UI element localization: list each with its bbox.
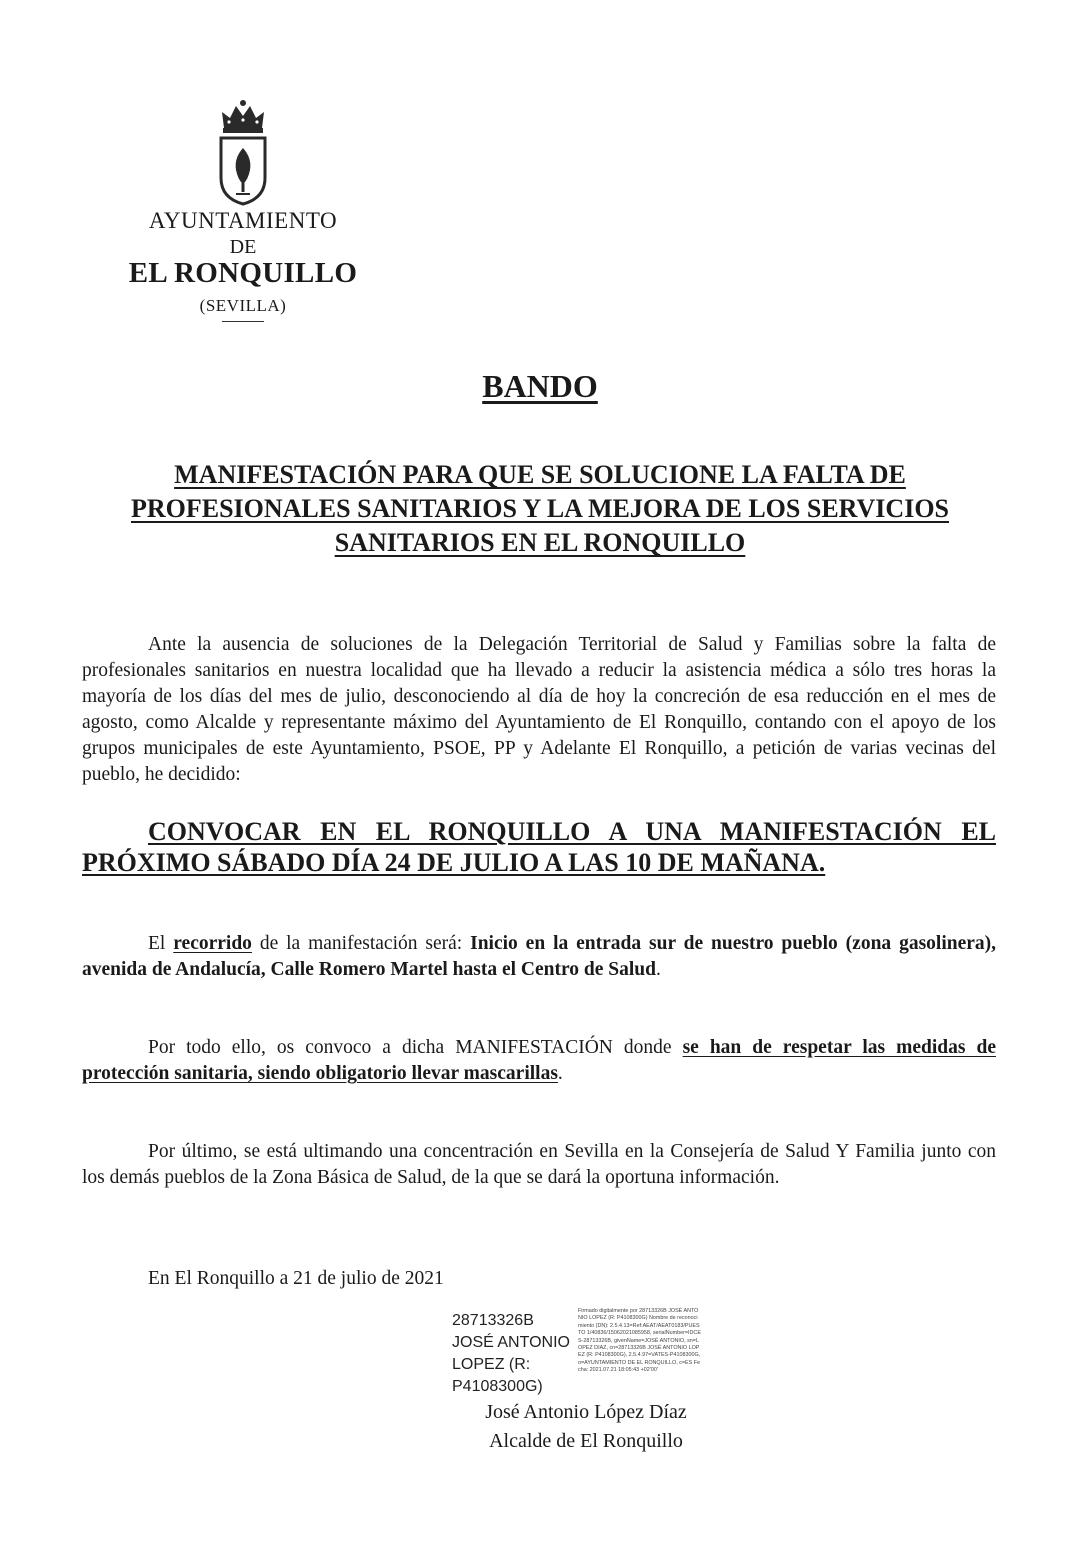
closing-paragraph-text: Por último, se está ultimando una concentración en Sevilla en la Consejería de Salud Y Familia junto con los demás pueblos de la Zona Básica de Salud, de la que se dará la oportuna información.	[82, 1141, 996, 1188]
subject-line-3: SANITARIOS EN EL RONQUILLO	[334, 528, 746, 557]
route-paragraph	[82, 931, 996, 983]
letterhead-divider	[222, 321, 264, 322]
subject-line-2: PROFESIONALES SANITARIOS Y LA MEJORA DE LOS SERVICIOS	[130, 494, 950, 523]
date-line: En El Ronquillo a 21 de julio de 2021	[148, 1268, 444, 1289]
route-end: .	[655, 959, 661, 980]
subject-line-1: MANIFESTACIÓN PARA QUE SE SOLUCIONE LA FALTA DE	[174, 460, 906, 489]
intro-paragraph-text: Ante la ausencia de soluciones de la Delegación Territorial de Salud y Familias sobre la falta de profesionales sanitarios en nuestra localidad que ha llevado a reducir la asistencia médica a sólo tres horas la mayoría de los días del mes de julio, desconociendo al día de hoy la concreción de esa reducción en el mes de agosto, como Alcalde y representante máximo del Ayuntamiento de El Ronquillo, contando con el apoyo de los grupos municipales de este Ayuntamiento, PSOE, PP y Adelante El Ronquillo, a petición de varias vecinas del pueblo, he decidido:	[82, 634, 996, 785]
convocatoria-statement	[82, 816, 996, 878]
route-keyword: recorrido	[173, 933, 252, 954]
digital-signature-detail: Firmado digitalmente por 28713326B JOSÉ ANTONIO LOPEZ (R: P4108300G) Nombre de reconocimiento (DN): 2.5.4.13=Ref:AEAT/AEAT0183/PUESTO 1/40836/15062021085958, serialNumber=IDCES-28713326B, givenName=JOSÉ ANTONIO, sn=LOPEZ DIAZ, cn=28713326B JOSÉ ANTONIO LOPEZ (R: P4108300G), 2.5.4.97=VATES-P4108300G, o=AYUNTAMIENTO DE EL RONQUILLO, c=ES Fecha: 2021.07.21 18:05:43 +02'00'	[578, 1308, 701, 1374]
route-description: Inicio en la entrada sur de nuestro pueblo (zona gasolinera), avenida de Andalucía, Calle Romero Martel hasta el Centro de Salud	[82, 933, 997, 980]
closing-paragraph	[82, 1139, 996, 1191]
letterhead-province: (SEVILLA)	[199, 296, 287, 315]
safety-end: .	[557, 1063, 563, 1084]
safety-emphasis: se han de respetar las medidas de protección sanitaria, siendo obligatorio llevar mascarillas	[82, 1037, 996, 1084]
route-mid: de la manifestación será:	[259, 933, 463, 954]
signer-block	[400, 1398, 772, 1456]
convocatoria-text: CONVOCAR EN EL RONQUILLO A UNA MANIFESTACIÓN EL PRÓXIMO SÁBADO DÍA 24 DE JULIO A LAS 10 DE MAÑANA.	[82, 817, 996, 877]
safety-pre: Por todo ello, os convoco a dicha MANIFESTACIÓN donde	[148, 1037, 672, 1058]
route-pre: El	[148, 933, 166, 954]
safety-paragraph	[82, 1035, 996, 1087]
signer-name: José Antonio López Díaz	[485, 1401, 687, 1423]
coat-of-arms-icon	[214, 98, 272, 206]
digital-signature-name: 28713326B JOSÉ ANTONIO LOPEZ (R: P4108300G)	[452, 1312, 570, 1395]
signer-role: Alcalde de El Ronquillo	[489, 1430, 683, 1452]
letterhead-line-de: DE	[229, 236, 257, 258]
letterhead-town-name: EL RONQUILLO	[128, 257, 358, 289]
subject-heading	[80, 458, 1000, 560]
intro-paragraph	[82, 632, 996, 788]
document-title: BANDO	[482, 368, 598, 404]
letterhead-line-ayuntamiento: AYUNTAMIENTO	[148, 208, 338, 233]
